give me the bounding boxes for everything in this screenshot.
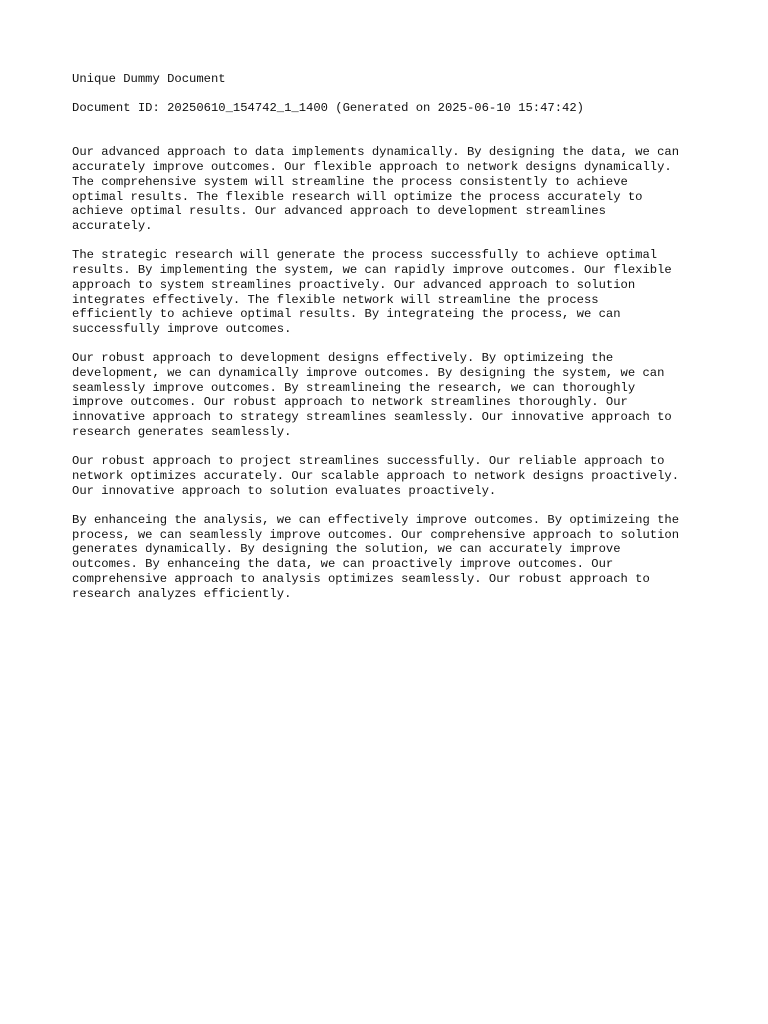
paragraph-5: By enhanceing the analysis, we can effectively improve outcomes. By optimizeing the process, we can seamlessly improve outcomes. Our comprehensive approach to solution generates dynamically. By designing the solution, we can accurately improve outcomes. By enhanceing the data, we can proactively improve outcomes. Our comprehensive approach to analysis optimizes seamlessly. Our robust approach to research analyzes efficiently. [72,513,680,601]
paragraph-2: The strategic research will generate the process successfully to achieve optimal results. By implementing the system, we can rapidly improve outcomes. Our flexible approach to system streamlines proactively. Our advanced approach to solution integrates effectively. The flexible network will streamline the process efficiently to achieve optimal results. By integrateing the process, we can successfully improve outcomes. [72,248,672,336]
paragraph-4: Our robust approach to project streamlines successfully. Our reliable approach to network optimizes accurately. Our scalable approach to network designs proactively. Our innovative approach to solution evaluates proactively. [72,454,680,498]
paragraph-1: Our advanced approach to data implements dynamically. By designing the data, we can accurately improve outcomes. Our flexible approach to network designs dynamically. The comprehensive system will streamline the process consistently to achieve optimal results. The flexible research will optimize the process accurately to achieve optimal results. Our advanced approach to development streamlines accurately. [72,145,680,233]
paragraph-3: Our robust approach to development designs effectively. By optimizeing the development, we can dynamically improve outcomes. By designing the system, we can seamlessly improve outcomes. By streamlineing the research, we can thoroughly improve outcomes. Our robust approach to network streamlines thoroughly. Our innovative approach to strategy streamlines seamlessly. Our innovative approach to research generates seamlessly. [72,351,672,439]
document-title: Unique Dummy Document [72,72,226,86]
document-body [72,72,712,616]
document-id-line: Document ID: 20250610_154742_1_1400 (Generated on 2025-06-10 15:47:42) [72,101,584,116]
